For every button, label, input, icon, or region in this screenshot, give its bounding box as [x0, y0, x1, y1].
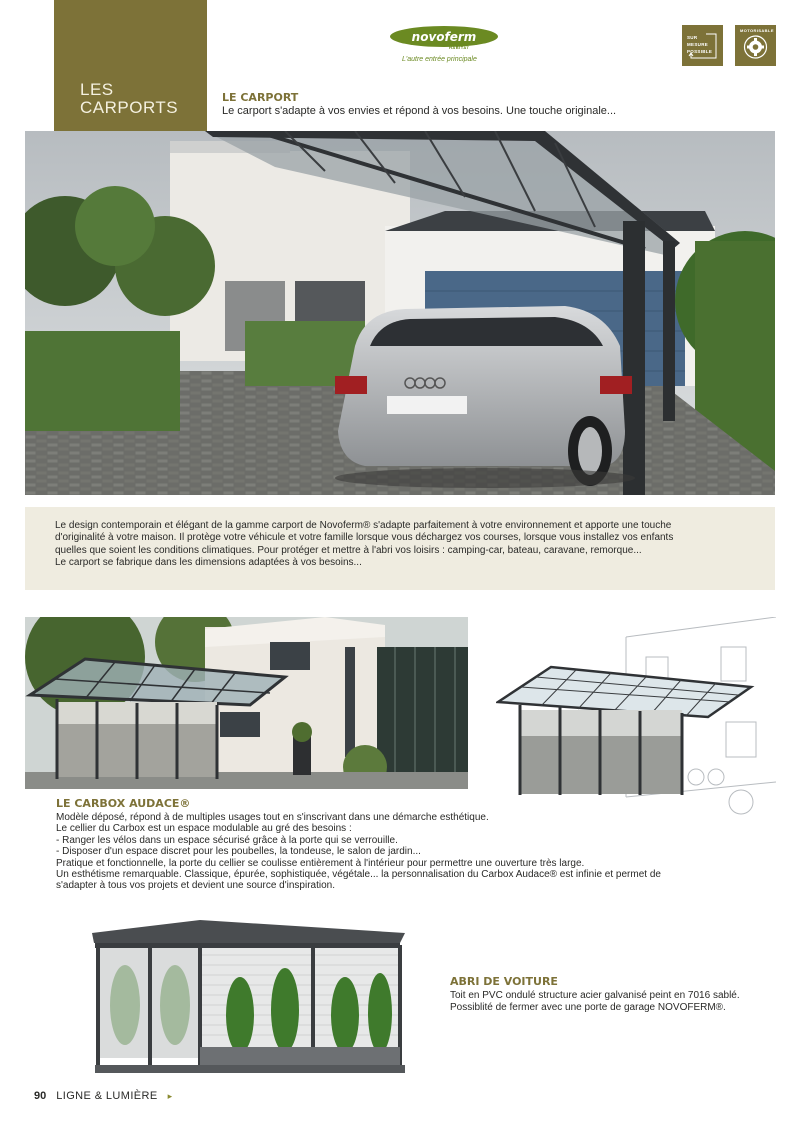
carport-photo: [25, 131, 775, 495]
description-line: quelles que soient les conditions climatiques. Pour protéger et mettre à l'abri vos loisirs : camping-car, bateau, caravane, remorque...: [55, 544, 642, 556]
abri-body: [450, 990, 740, 1015]
badge-line: MESURE: [687, 42, 709, 47]
collection-name: LIGNE & LUMIÈRE: [56, 1090, 158, 1102]
gear-icon: [735, 25, 776, 66]
badge-line: SUR: [687, 35, 698, 40]
carbox-body: [56, 812, 746, 892]
carport-lead: Le carport s'adapte à vos envies et répond à vos besoins. Une touche originale...: [222, 105, 617, 117]
carbox-line: - Ranger les vélos dans un espace sécurisé grâce à la porte qui se verrouille.: [56, 834, 398, 846]
frame-arrow-icon: [682, 25, 723, 66]
shelter-render: [80, 915, 420, 1082]
carbox-line: Un esthétisme remarquable. Classique, épurée, sophistiquée, végétale... la personnalisation du Carbox Audace® est infinie et permet de: [56, 869, 661, 881]
carbox-line: s'adapter à tous vos projets et devient une source d'inspiration.: [56, 880, 335, 892]
abri-line: Toit en PVC ondulé structure acier galvanisé peint en 7016 sablé.: [450, 990, 740, 1001]
carbox-line: Modèle déposé, répond à de multiples usages tout en s'inscrivant dans une démarche esthétique.: [56, 812, 489, 823]
badge-line: POSSIBLE: [687, 49, 713, 54]
motorisable-badge: [735, 25, 776, 66]
brand-sub: HABITAT: [449, 45, 470, 50]
carbox-line: Pratique et fonctionnelle, la porte du cellier se coulisse entièrement à l'intérieur pour permettre une ouverture très large.: [56, 857, 585, 869]
page-number: 90: [34, 1090, 47, 1102]
carbox-line: Le cellier du Carbox est un espace modulable au gré des besoins :: [56, 823, 352, 835]
custom-size-badge: [682, 25, 723, 66]
abri-line: Possiblité de fermer avec une porte de garage NOVOFERM®.: [450, 1002, 726, 1014]
brand-oval: [390, 26, 498, 47]
page-footer: [34, 1090, 172, 1102]
badge-motor-text: MOTORISABLE: [740, 28, 774, 33]
section-title-line1: LES: [80, 80, 114, 99]
description-box: [25, 507, 775, 590]
abri-title: ABRI DE VOITURE: [450, 975, 558, 988]
carport-title: LE CARPORT: [222, 91, 299, 104]
description-line: Le carport se fabrique dans les dimensions adaptées à vos besoins...: [55, 557, 362, 569]
description-line: Le design contemporain et élégant de la gamme carport de Novoferm® s'adapte parfaitement à votre environnement et apporte une touche: [55, 520, 672, 531]
section-title-line2: CARPORTS: [80, 98, 179, 117]
carbox-photo: [25, 617, 468, 789]
brand-name: novoferm: [411, 29, 477, 44]
carbox-title: LE CARBOX AUDACE®: [56, 797, 191, 810]
footer-arrow-icon: ▸: [167, 1090, 173, 1101]
description-line: d'originalité à votre maison. Il protège votre véhicule et votre famille lorsque vous déchargez vos courses, lorsque vous installez vos enfants: [55, 532, 674, 544]
brand-logo: [389, 26, 501, 68]
carbox-sketch: [496, 617, 776, 822]
brand-tagline: L'autre entrée principale: [402, 56, 477, 63]
carbox-line: - Disposer d'un espace discret pour les poubelles, la tondeuse, le salon de jardin...: [56, 846, 421, 858]
